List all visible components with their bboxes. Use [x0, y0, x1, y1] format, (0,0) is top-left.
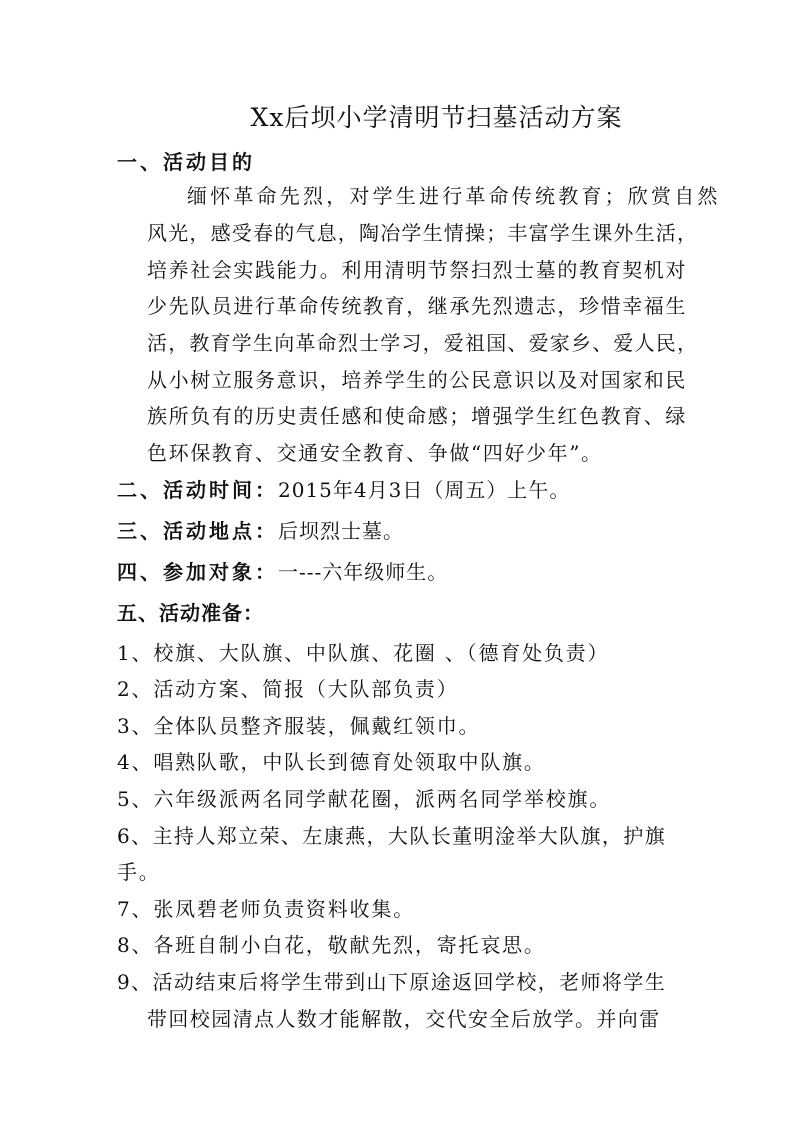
activity-time-value: 2015年4月3日（周五）上午。 [278, 478, 571, 502]
section-heading-participants: 四、参加对象： [117, 560, 278, 584]
preparation-item: 7、张凤碧老师负责资料收集。 [117, 897, 415, 921]
section-heading-purpose: 一、活动目的 [117, 150, 255, 174]
section-participants [117, 556, 448, 585]
paragraph-line: 缅怀革命先烈，对学生进行革命传统教育；欣赏自然 [187, 184, 721, 208]
preparation-item: 9、活动结束后将学生带到山下原途返回学校，老师将学生 [117, 970, 667, 994]
paragraph-line: 培养社会实践能力。利用清明节祭扫烈士墓的教育契机对 [147, 258, 687, 282]
preparation-item-continuation: 手。 [117, 860, 161, 884]
paragraph-line: 少先队员进行革命传统教育，继承先烈遗志，珍惜幸福生 [147, 294, 687, 318]
preparation-item-continuation: 带回校园清点人数才能解散，交代安全后放学。并向雷 [147, 1007, 661, 1031]
paragraph-line: 色环保教育、交通安全教育、争做“四好少年”。 [147, 441, 603, 465]
preparation-item: 1、校旗、大队旗、中队旗、花圈 、（德育处负责） [117, 641, 610, 665]
section-location [117, 515, 404, 544]
preparation-item: 3、全体队员整齐服装，佩戴红领巾。 [117, 714, 481, 738]
section-heading-time: 二、活动时间： [117, 478, 278, 502]
paragraph-line: 从小树立服务意识，培养学生的公民意识以及对国家和民 [147, 368, 687, 392]
section-time [117, 474, 570, 503]
paragraph-line: 活，教育学生向革命烈士学习，爱祖国、爱家乡、爱人民， [147, 331, 699, 355]
activity-location-value: 后坝烈士墓。 [278, 519, 404, 543]
paragraph-line: 族所负有的历史责任感和使命感；增强学生红色教育、绿 [147, 404, 687, 428]
participants-value: 一---六年级师生。 [278, 560, 449, 584]
document-title: Xx后坝小学清明节扫墓活动方案 [250, 103, 623, 132]
preparation-item: 8、各班自制小白花，敬献先烈，寄托哀思。 [117, 933, 546, 957]
preparation-item: 4、唱熟队歌，中队长到德育处领取中队旗。 [117, 750, 546, 774]
preparation-item: 2、活动方案、简报（大队部负责） [117, 677, 459, 701]
preparation-item: 5、六年级派两名同学献花圈，派两名同学举校旗。 [117, 787, 612, 811]
paragraph-line: 风光，感受春的气息，陶冶学生情操；丰富学生课外生活， [147, 221, 699, 245]
preparation-item: 6、主持人郑立荣、左康燕，大队长董明淦举大队旗，护旗 [117, 824, 667, 848]
section-heading-location: 三、活动地点： [117, 519, 278, 543]
section-heading-preparation: 五、活动准备： [117, 601, 264, 625]
